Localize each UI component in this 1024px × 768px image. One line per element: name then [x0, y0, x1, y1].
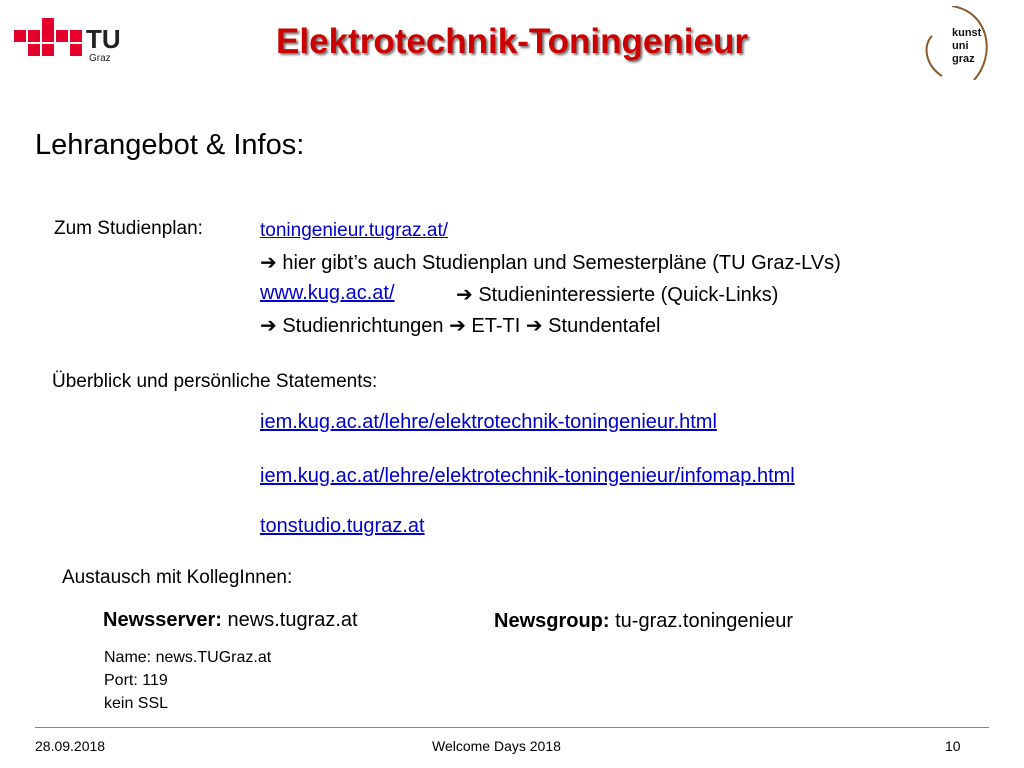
newsserver — [103, 609, 358, 632]
tu-logo-text: TU — [86, 24, 121, 54]
newsgroup-value: tu-graz.toningenieur — [615, 610, 794, 632]
kug-logo — [912, 6, 1012, 80]
footer-event: Welcome Days 2018 — [432, 738, 561, 754]
news-detail-ssl: kein SSL — [104, 695, 169, 712]
link-iem-infomap[interactable]: iem.kug.ac.at/lehre/elektrotechnik-toningenieur/infomap.html — [260, 465, 795, 487]
link-iem-toningenieur[interactable]: iem.kug.ac.at/lehre/elektrotechnik-toningenieur.html — [260, 411, 717, 433]
footer-page-number: 10 — [945, 738, 961, 754]
studienplan-info-1: ➔ hier gibt’s auch Studienplan und Semesterpläne (TU Graz-LVs) — [260, 252, 841, 274]
footer-divider — [35, 727, 989, 728]
link-tonstudio[interactable]: tonstudio.tugraz.at — [260, 515, 425, 537]
newsserver-label: Newsserver: — [103, 609, 222, 631]
newsgroup-label: Newsgroup: — [494, 610, 610, 632]
austausch-label: Austausch mit KollegInnen: — [62, 567, 293, 588]
tu-logo-subtext: Graz — [89, 53, 111, 64]
news-detail-name: Name: news.TUGraz.at — [104, 649, 272, 666]
link-toningenieur[interactable]: toningenieur.tugraz.at/ — [260, 220, 449, 241]
section-title: Lehrangebot & Infos: — [35, 129, 305, 161]
studienplan-info-3: ➔ Studienrichtungen ➔ ET-TI ➔ Stundentafel — [260, 315, 661, 337]
studienplan-label: Zum Studienplan: — [54, 218, 203, 239]
news-detail-port: Port: 119 — [104, 672, 168, 689]
studienplan-info-2: ➔ Studieninteressierte (Quick-Links) — [456, 284, 779, 306]
kug-logo-line3: graz — [952, 53, 975, 65]
kug-logo-line2: uni — [952, 40, 969, 52]
page-title: Elektrotechnik-Toningenieur — [276, 22, 748, 61]
footer-date: 28.09.2018 — [35, 738, 106, 754]
newsgroup — [494, 610, 793, 633]
kug-logo-line1: kunst — [952, 27, 982, 39]
link-kug[interactable]: www.kug.ac.at/ — [260, 282, 395, 304]
newsserver-value: news.tugraz.at — [227, 609, 358, 631]
statements-label: Überblick und persönliche Statements: — [52, 371, 378, 392]
